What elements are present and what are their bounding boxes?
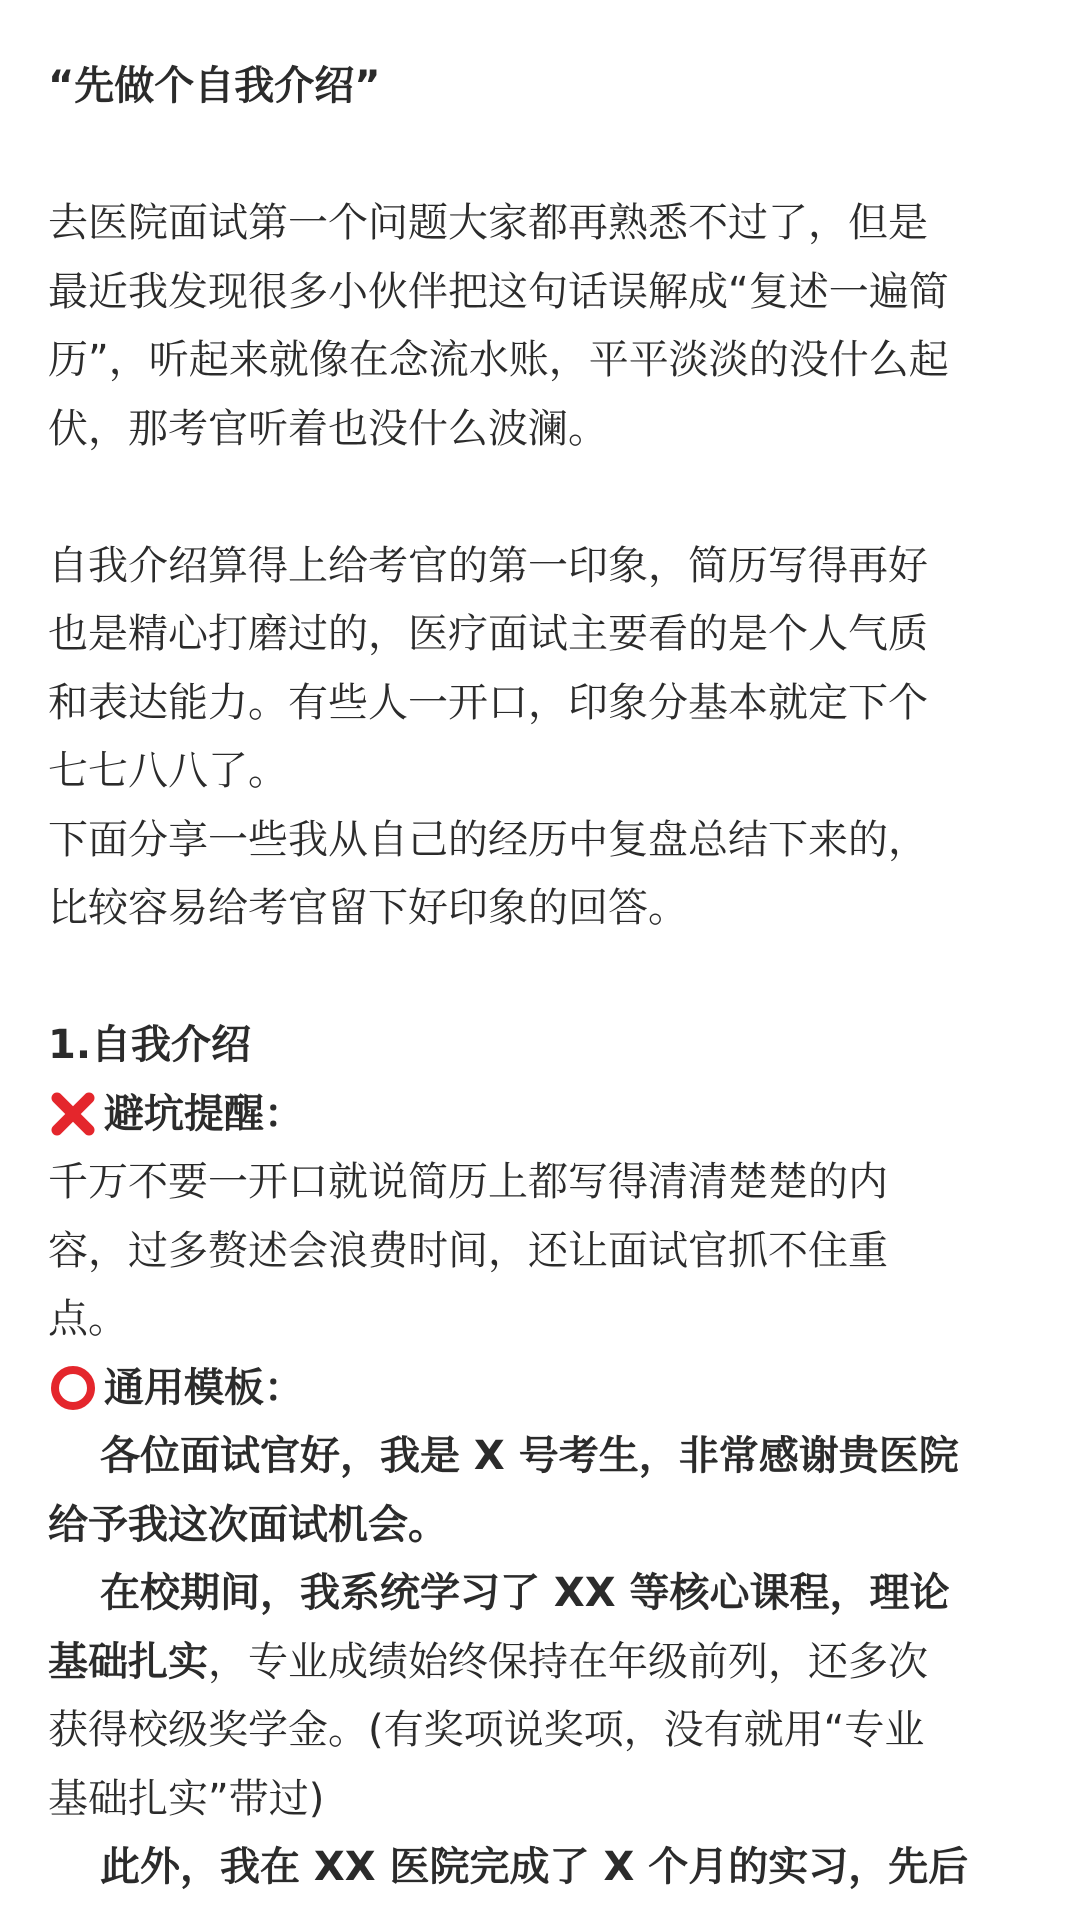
text-line: 和表达能力。有些人一开口，印象分基本就定下个	[48, 679, 928, 726]
spacer	[48, 121, 1032, 190]
bold-phrase: 基础扎实	[48, 1638, 208, 1685]
red-circle-icon	[48, 1363, 98, 1413]
text-line: 最近我发现很多小伙伴把这句话误解成“复述一遍简	[48, 268, 949, 315]
text-line: 去医院面试第一个问题大家都再熟悉不过了，但是	[48, 200, 928, 246]
intro-paragraph-1	[48, 189, 1032, 463]
spacer	[48, 943, 1032, 1012]
template-heading	[48, 1354, 1032, 1423]
text-line: 历”，听起来就像在念流水账，平平淡淡的没什么起	[48, 337, 949, 383]
text-line: 千万不要一开口就说简历上都写得清清楚楚的内	[48, 1159, 888, 1205]
text-line: 点。	[48, 1296, 128, 1342]
section-heading: 1.自我介绍	[48, 1022, 252, 1068]
text-line: 此外，我在 XX 医院完成了 X 个月的实习，先后	[100, 1844, 969, 1890]
text-line: 比较容易给考官留下好印象的回答。	[48, 885, 688, 931]
text-span: ，专业成绩始终保持在年级前列，还多次	[208, 1638, 928, 1685]
red-x-icon	[48, 1089, 98, 1139]
warning-heading	[48, 1080, 1032, 1149]
text-line: 也是精心打磨过的，医疗面试主要看的是个人气质	[48, 611, 928, 657]
warning-label: 避坑提醒：	[104, 1090, 304, 1137]
template-label: 通用模板：	[104, 1364, 304, 1411]
intro-paragraph-2	[48, 532, 1032, 943]
text-line: 七七八八了。	[48, 748, 288, 794]
text-line: 在校期间，我系统学习了 XX 等核心课程，理论	[100, 1570, 950, 1616]
mixed-text-line	[48, 1628, 1032, 1697]
text-line: 自我介绍算得上给考官的第一印象，简历写得再好	[48, 542, 928, 589]
article-title: “先做个自我介绍”	[48, 63, 381, 109]
text-line: 获得校级奖学金。(有奖项说奖项，没有就用“专业	[48, 1707, 925, 1753]
text-line: 容，过多赘述会浪费时间，还让面试官抓不住重	[48, 1227, 888, 1274]
text-line: 伏，那考官听着也没什么波澜。	[48, 405, 608, 452]
text-line: 给予我这次面试机会。	[48, 1501, 448, 1548]
text-line: 下面分享一些我从自己的经历中复盘总结下来的，	[48, 816, 928, 863]
text-line: 基础扎实”带过)	[48, 1775, 325, 1822]
spacer	[48, 463, 1032, 532]
text-line: 各位面试官好，我是 X 号考生，非常感谢贵医院	[100, 1433, 959, 1479]
